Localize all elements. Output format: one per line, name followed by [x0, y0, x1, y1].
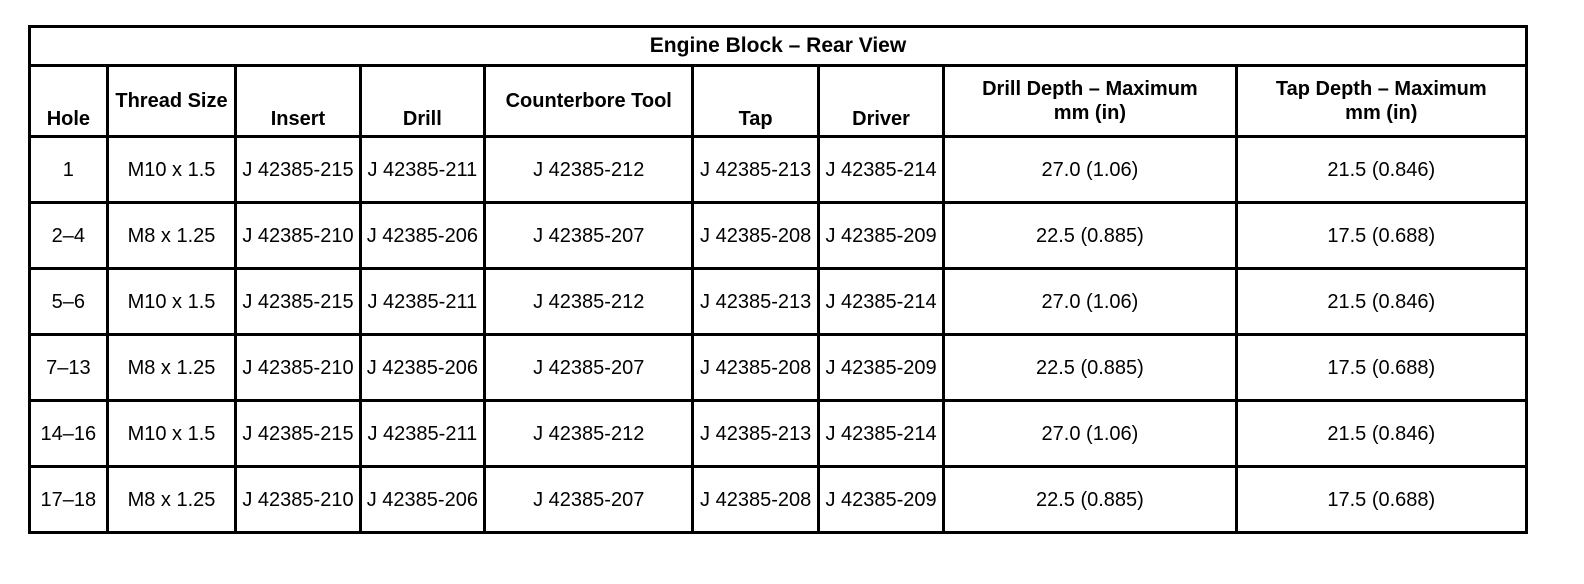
cell-drill-depth: 22.5 (0.885) — [944, 203, 1236, 269]
header-drill-depth-line2: mm (in) — [1053, 102, 1127, 124]
header-tap-depth — [1236, 66, 1526, 137]
cell-thread-size: M8 x 1.25 — [107, 335, 236, 401]
header-drill-depth — [944, 66, 1236, 137]
cell-hole: 14–16 — [30, 401, 108, 467]
table-header-row — [30, 66, 1527, 137]
cell-drill-depth: 27.0 (1.06) — [944, 401, 1236, 467]
header-hole: Hole — [30, 66, 108, 137]
cell-tap-depth: 21.5 (0.846) — [1236, 269, 1526, 335]
cell-insert: J 42385-215 — [236, 401, 360, 467]
cell-drill: J 42385-211 — [360, 269, 484, 335]
table-row — [30, 203, 1527, 269]
header-counterbore-tool: Counterbore Tool — [485, 66, 693, 137]
cell-driver: J 42385-209 — [818, 467, 943, 533]
cell-drill: J 42385-211 — [360, 137, 484, 203]
cell-tap: J 42385-213 — [693, 137, 818, 203]
cell-hole: 5–6 — [30, 269, 108, 335]
cell-tap: J 42385-213 — [693, 401, 818, 467]
header-tap-depth-line2: mm (in) — [1345, 102, 1418, 124]
cell-hole: 17–18 — [30, 467, 108, 533]
cell-tap: J 42385-208 — [693, 467, 818, 533]
cell-counterbore-tool: J 42385-212 — [485, 269, 693, 335]
table-row — [30, 401, 1527, 467]
table-title: Engine Block – Rear View — [30, 27, 1527, 66]
cell-tap-depth: 17.5 (0.688) — [1236, 203, 1526, 269]
cell-insert: J 42385-215 — [236, 137, 360, 203]
cell-drill: J 42385-206 — [360, 467, 484, 533]
cell-drill-depth: 22.5 (0.885) — [944, 335, 1236, 401]
cell-drill: J 42385-206 — [360, 335, 484, 401]
cell-tap: J 42385-213 — [693, 269, 818, 335]
cell-driver: J 42385-209 — [818, 203, 943, 269]
cell-drill: J 42385-206 — [360, 203, 484, 269]
cell-insert: J 42385-210 — [236, 335, 360, 401]
cell-thread-size: M10 x 1.5 — [107, 137, 236, 203]
cell-counterbore-tool: J 42385-207 — [485, 335, 693, 401]
header-drill: Drill — [360, 66, 484, 137]
cell-counterbore-tool: J 42385-212 — [485, 137, 693, 203]
cell-insert: J 42385-210 — [236, 203, 360, 269]
cell-drill: J 42385-211 — [360, 401, 484, 467]
header-driver: Driver — [818, 66, 943, 137]
cell-thread-size: M8 x 1.25 — [107, 203, 236, 269]
cell-thread-size: M10 x 1.5 — [107, 269, 236, 335]
cell-drill-depth: 27.0 (1.06) — [944, 137, 1236, 203]
cell-counterbore-tool: J 42385-207 — [485, 467, 693, 533]
cell-tap: J 42385-208 — [693, 203, 818, 269]
cell-tap-depth: 17.5 (0.688) — [1236, 335, 1526, 401]
cell-hole: 2–4 — [30, 203, 108, 269]
cell-hole: 1 — [30, 137, 108, 203]
cell-tap: J 42385-208 — [693, 335, 818, 401]
cell-insert: J 42385-210 — [236, 467, 360, 533]
cell-driver: J 42385-209 — [818, 335, 943, 401]
engine-block-spec-table — [28, 25, 1528, 534]
cell-driver: J 42385-214 — [818, 401, 943, 467]
cell-tap-depth: 21.5 (0.846) — [1236, 137, 1526, 203]
cell-counterbore-tool: J 42385-207 — [485, 203, 693, 269]
header-thread-size: Thread Size — [107, 66, 236, 137]
cell-drill-depth: 27.0 (1.06) — [944, 269, 1236, 335]
cell-thread-size: M10 x 1.5 — [107, 401, 236, 467]
table-row — [30, 269, 1527, 335]
table-row — [30, 335, 1527, 401]
cell-hole: 7–13 — [30, 335, 108, 401]
table-row — [30, 137, 1527, 203]
cell-counterbore-tool: J 42385-212 — [485, 401, 693, 467]
spec-table-container — [28, 25, 1528, 534]
cell-tap-depth: 21.5 (0.846) — [1236, 401, 1526, 467]
header-tap-depth-line1: Tap Depth – Maximum — [1275, 78, 1487, 100]
cell-drill-depth: 22.5 (0.885) — [944, 467, 1236, 533]
table-title-row — [30, 27, 1527, 66]
cell-thread-size: M8 x 1.25 — [107, 467, 236, 533]
cell-driver: J 42385-214 — [818, 269, 943, 335]
header-insert: Insert — [236, 66, 360, 137]
cell-tap-depth: 17.5 (0.688) — [1236, 467, 1526, 533]
header-drill-depth-line1: Drill Depth – Maximum — [982, 78, 1198, 100]
header-tap: Tap — [693, 66, 818, 137]
cell-driver: J 42385-214 — [818, 137, 943, 203]
table-row — [30, 467, 1527, 533]
cell-insert: J 42385-215 — [236, 269, 360, 335]
